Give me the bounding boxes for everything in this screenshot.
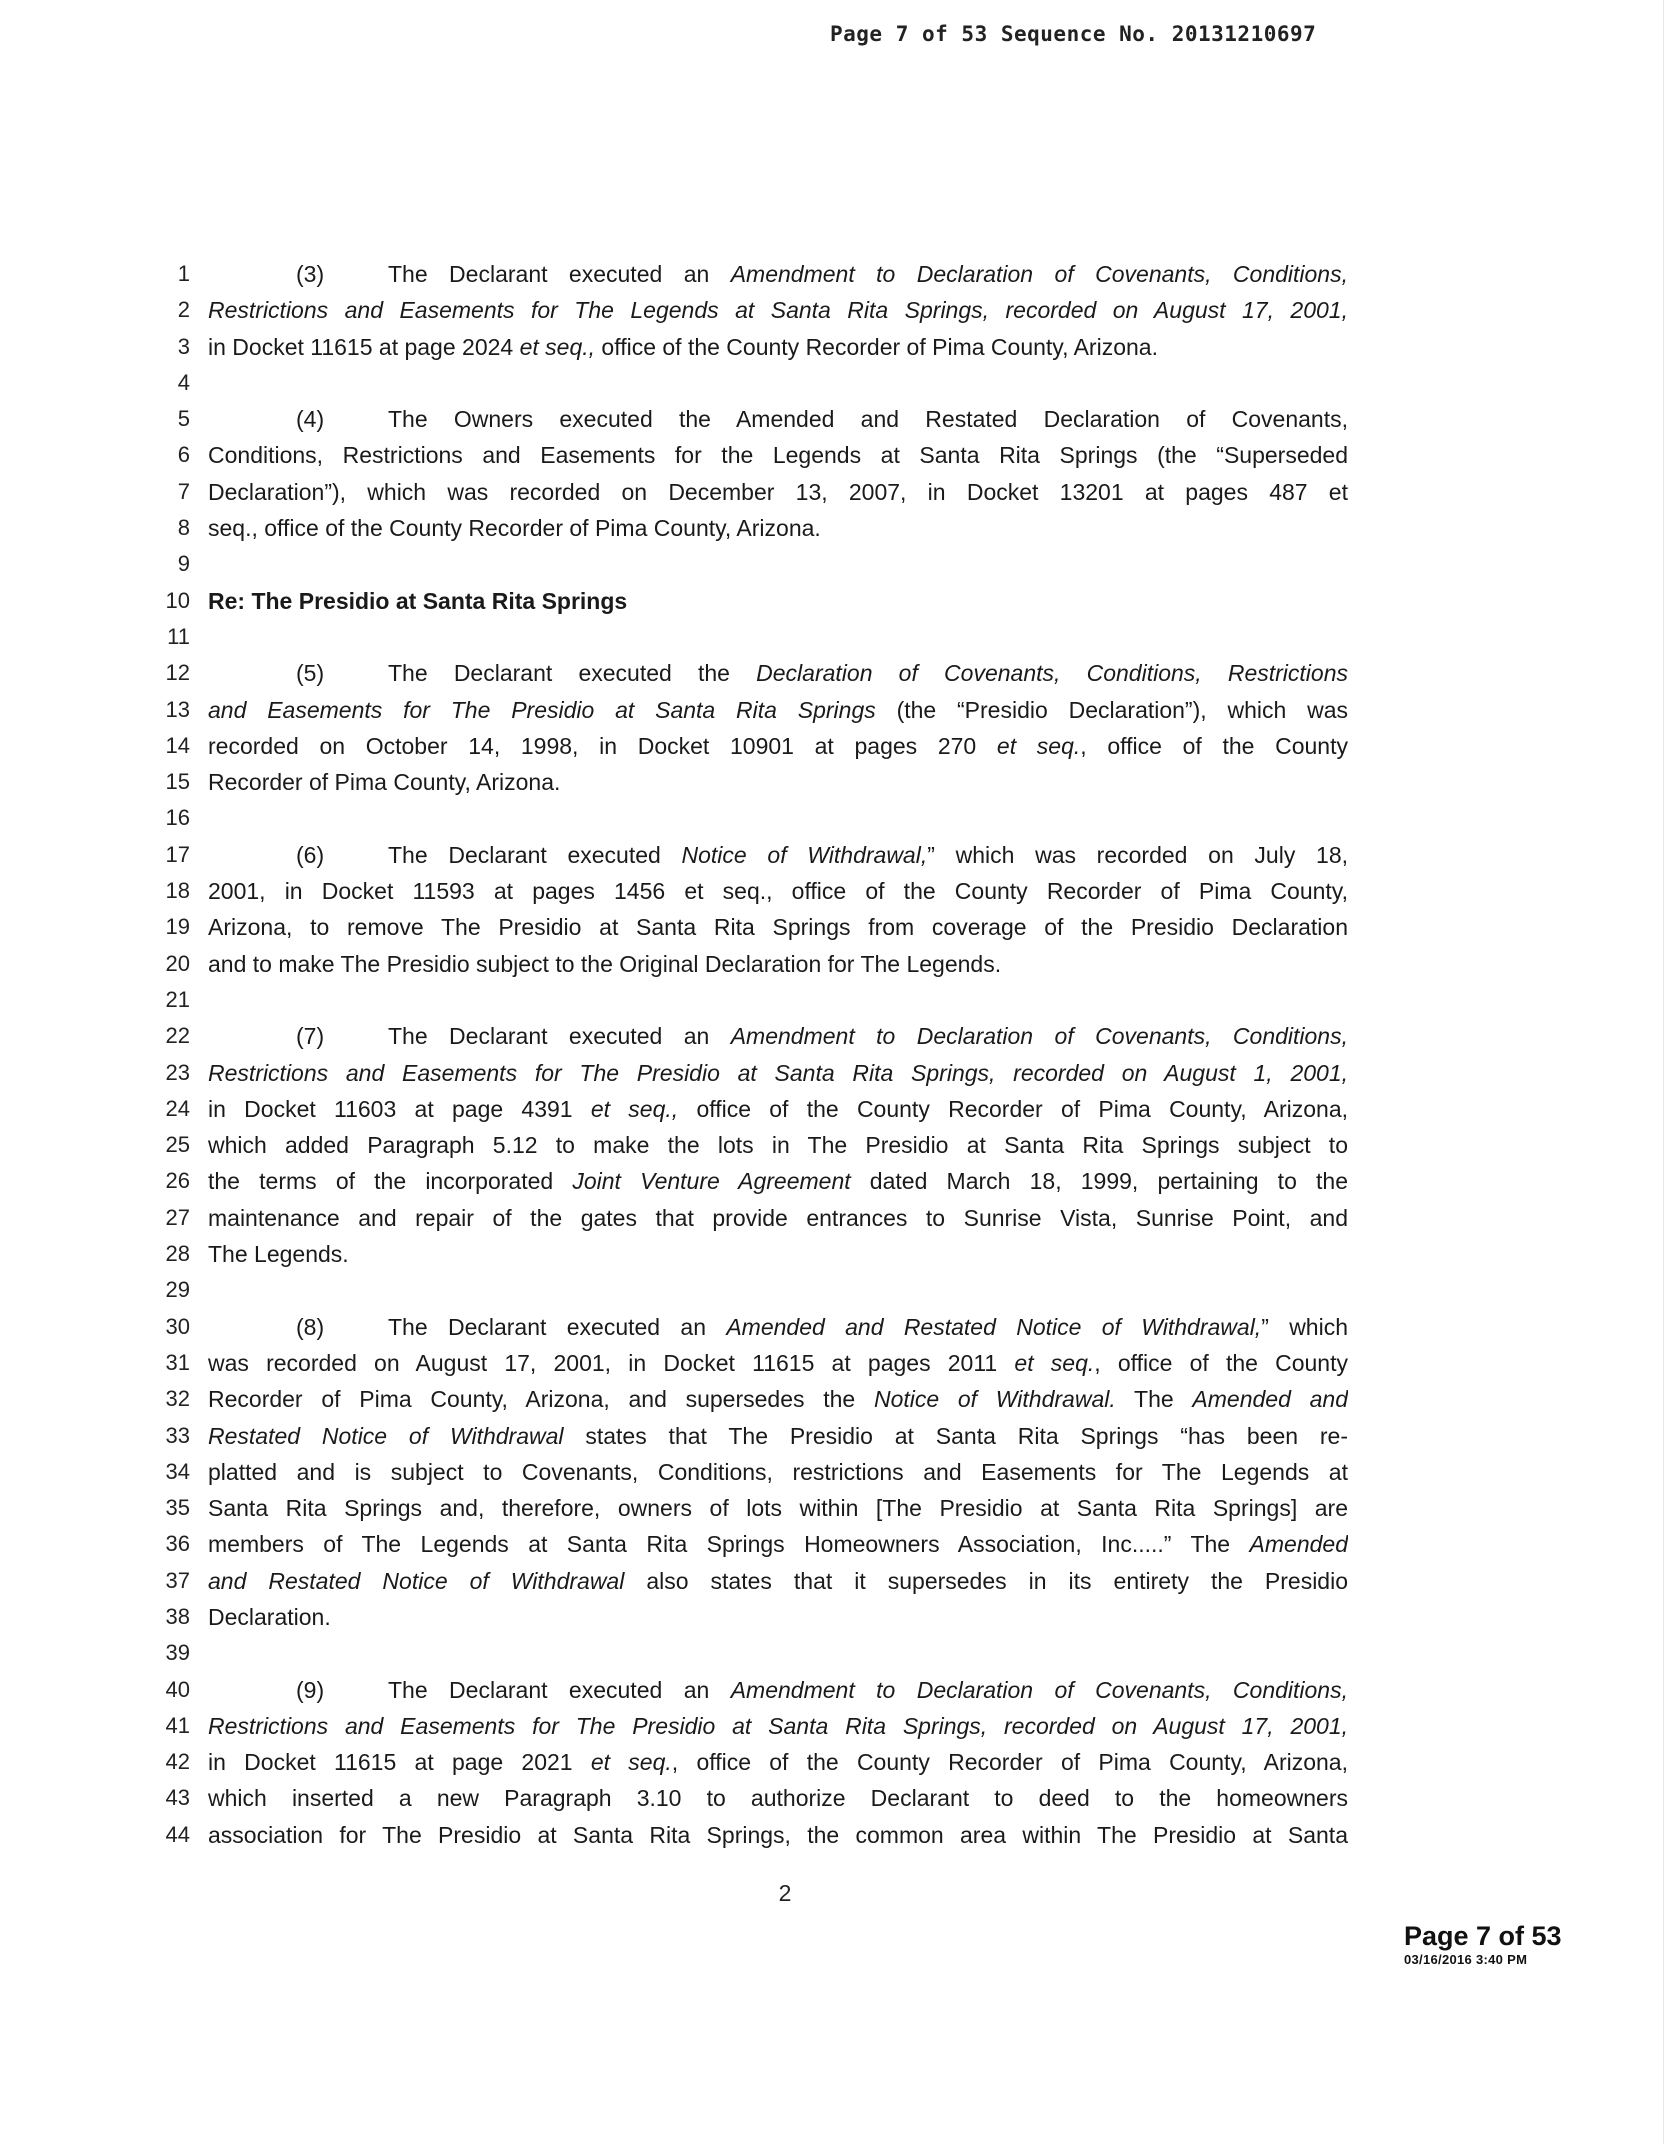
text-run: platted and is subject to Covenants, Conditions, restrictions and Easements for The Legends at: [208, 1458, 1348, 1485]
blank-line: [208, 800, 1348, 836]
line-number: 25: [165, 1132, 190, 1158]
line-number: 16: [165, 805, 190, 831]
line-number: 44: [165, 1821, 190, 1847]
line-number: 34: [165, 1458, 190, 1484]
line-number: 5: [177, 406, 190, 432]
text-run: in Docket 11615 at page 2021: [208, 1749, 591, 1776]
text-run: The Declarant executed the: [388, 660, 757, 687]
paragraph-8-line: [208, 1563, 1348, 1599]
text-run: office of the County Recorder of Pima County, Arizona,: [678, 1095, 1348, 1122]
text-run: The Owners executed the Amended and Restated Declaration of Covenants,: [388, 406, 1348, 433]
italic-text: et seq.,: [519, 333, 596, 360]
text-run: Santa Rita Springs and, therefore, owners of lots within [The Presidio at Santa Rita Springs] are: [208, 1495, 1348, 1522]
text-run: ” which: [1261, 1313, 1348, 1340]
text-run: which inserted a new Paragraph 3.10 to authorize Declarant to deed to the homeowners: [208, 1785, 1348, 1812]
blank-line: [208, 982, 1348, 1018]
paragraph-4-line: [208, 474, 1348, 510]
paragraph-number: (6): [296, 841, 325, 868]
text-run: Recorder of Pima County, Arizona, and supersedes the: [208, 1386, 874, 1413]
text-run: The Legends.: [208, 1241, 349, 1268]
paragraph-5-line: [208, 764, 1348, 800]
line-number: 30: [165, 1313, 190, 1339]
line-number: 21: [165, 986, 190, 1012]
italic-title: Notice of Withdrawal.: [873, 1386, 1116, 1413]
page-header: Page 7 of 53 Sequence No. 20131210697: [830, 22, 1317, 46]
line-number: 8: [177, 515, 190, 541]
paragraph-8-line: [208, 1454, 1348, 1490]
line-number: 43: [165, 1785, 190, 1811]
line-number: 12: [165, 660, 190, 686]
text-run: maintenance and repair of the gates that provide entrances to Sunrise Vista, Sunrise Point, and: [208, 1204, 1348, 1231]
line-number: 17: [165, 841, 190, 867]
text-run: The Declarant executed: [388, 841, 682, 868]
line-number: 26: [165, 1168, 190, 1194]
text-run: Conditions, Restrictions and Easements for the Legends at Santa Rita Springs (the “Superseded: [208, 442, 1348, 469]
blank-line: [208, 546, 1348, 582]
paragraph-9-line: [208, 1672, 1348, 1708]
line-number: 40: [165, 1676, 190, 1702]
paragraph-5-line: [208, 728, 1348, 764]
paragraph-8-line: [208, 1345, 1348, 1381]
line-number: 24: [165, 1095, 190, 1121]
line-number: 37: [165, 1567, 190, 1593]
italic-title: Restrictions and Easements for The Presidio at Santa Rita Springs, recorded on August 1, 2001,: [208, 1059, 1348, 1086]
paragraph-3-line: [208, 256, 1348, 292]
paragraph-7-line: [208, 1200, 1348, 1236]
blank-line: [208, 1272, 1348, 1308]
line-number: 7: [177, 478, 190, 504]
text-run: The: [1115, 1386, 1193, 1413]
paragraph-3-line: [208, 292, 1348, 328]
section-heading: Re: The Presidio at Santa Rita Springs: [208, 587, 628, 614]
line-number: 42: [165, 1749, 190, 1775]
text-run: Recorder of Pima County, Arizona.: [208, 769, 561, 796]
line-number: 13: [165, 696, 190, 722]
italic-title: Amended and: [1192, 1386, 1348, 1413]
text-run: Declaration”), which was recorded on December 13, 2007, in Docket 13201 at pages 487 et: [208, 478, 1348, 505]
italic-text: et seq.: [590, 1749, 672, 1776]
text-run: The Declarant executed an: [388, 1023, 731, 1050]
paragraph-8-line: [208, 1599, 1348, 1635]
line-number: 38: [165, 1603, 190, 1629]
paragraph-5-line: [208, 655, 1348, 691]
paragraph-8-line: [208, 1418, 1348, 1454]
line-number: 35: [165, 1495, 190, 1521]
text-run: which added Paragraph 5.12 to make the lots in The Presidio at Santa Rita Springs subject to: [208, 1132, 1348, 1159]
line-number: 2: [177, 297, 190, 323]
italic-title: Amended and Restated Notice of Withdrawal,: [726, 1313, 1262, 1340]
italic-title: Restrictions and Easements for The Presidio at Santa Rita Springs, recorded on August 17, 2001,: [208, 1712, 1348, 1739]
line-number: 6: [177, 442, 190, 468]
stamp-page-label: Page 7 of 53: [1404, 1921, 1562, 1951]
line-number: 1: [177, 261, 190, 286]
text-run: The Declarant executed an: [388, 1313, 727, 1340]
text-run: the terms of the incorporated: [208, 1168, 573, 1195]
paragraph-4-line: [208, 401, 1348, 437]
line-number: 20: [165, 950, 190, 976]
line-number: 39: [165, 1640, 190, 1666]
text-run: also states that it supersedes in its entirety the Presidio: [624, 1567, 1348, 1594]
paragraph-number: (3): [296, 261, 325, 287]
line-number: 36: [165, 1531, 190, 1557]
line-number: 3: [177, 333, 190, 359]
text-run: ” which was recorded on July 18,: [927, 841, 1348, 868]
text-run: , office of the County Recorder of Pima County, Arizona,: [671, 1749, 1348, 1776]
paragraph-number: (5): [296, 660, 325, 687]
text-run: dated March 18, 1999, pertaining to the: [850, 1168, 1348, 1195]
line-number: 4: [177, 369, 190, 395]
paragraph-7-line: [208, 1055, 1348, 1091]
paragraph-9-line: [208, 1744, 1348, 1780]
page-number: 2: [778, 1880, 792, 1906]
italic-text: et seq.: [996, 732, 1081, 759]
line-number: 28: [165, 1241, 190, 1267]
paragraph-9-line: [208, 1708, 1348, 1744]
italic-title: Restated Notice of Withdrawal: [208, 1422, 564, 1449]
paragraph-7-line: [208, 1127, 1348, 1163]
text-run: Declaration.: [208, 1603, 331, 1630]
line-numbers: [140, 256, 190, 1853]
text-run: members of The Legends at Santa Rita Springs Homeowners Association, Inc.....” The: [208, 1531, 1250, 1558]
text-run: was recorded on August 17, 2001, in Docket 11615 at pages 2011: [208, 1349, 1015, 1376]
text-run: seq., office of the County Recorder of Pima County, Arizona.: [208, 515, 821, 542]
line-number: 9: [177, 551, 190, 577]
paragraph-8-line: [208, 1490, 1348, 1526]
line-number: 11: [167, 623, 190, 649]
text-run: 2001, in Docket 11593 at pages 1456 et seq., office of the County Recorder of Pima County,: [208, 878, 1348, 905]
text-run: in Docket 11615 at page 2024: [208, 333, 520, 360]
paragraph-4-line: [208, 437, 1348, 473]
italic-title: and Restated Notice of Withdrawal: [208, 1567, 625, 1594]
paragraph-7-line: [208, 1163, 1348, 1199]
text-run: recorded on October 14, 1998, in Docket 10901 at pages 270: [208, 732, 997, 759]
line-number: 19: [165, 914, 190, 940]
paragraph-6-line: [208, 946, 1348, 982]
document-body: [208, 256, 1348, 1853]
line-number: 22: [165, 1023, 190, 1049]
paragraph-5-line: [208, 692, 1348, 728]
paragraph-number: (8): [296, 1313, 325, 1340]
paragraph-7-line: [208, 1091, 1348, 1127]
paragraph-7-line: [208, 1018, 1348, 1054]
line-number: 18: [165, 878, 190, 904]
italic-title: Amendment to Declaration of Covenants, Conditions,: [730, 261, 1348, 287]
paragraph-6-line: [208, 873, 1348, 909]
italic-title: Amended: [1249, 1531, 1348, 1558]
paragraph-7-line: [208, 1236, 1348, 1272]
text-run: , office of the County: [1094, 1349, 1348, 1376]
italic-title: Amendment to Declaration of Covenants, Conditions,: [730, 1023, 1348, 1050]
line-number: 33: [165, 1422, 190, 1448]
paragraph-8-line: [208, 1381, 1348, 1417]
text-run: The Declarant executed an: [388, 261, 731, 287]
paragraph-number: (7): [296, 1023, 325, 1050]
line-number: 32: [165, 1386, 190, 1412]
line-number: 10: [165, 587, 190, 613]
text-run: The Declarant executed an: [388, 1676, 731, 1703]
italic-title: and Easements for The Presidio at Santa Rita Springs: [208, 696, 876, 723]
italic-title: Amendment to Declaration of Covenants, Conditions,: [730, 1676, 1348, 1703]
paragraph-3-line: [208, 329, 1348, 365]
text-run: office of the County Recorder of Pima County, Arizona.: [595, 333, 1158, 360]
paragraph-8-line: [208, 1309, 1348, 1345]
line-number: 14: [165, 732, 190, 758]
paragraph-9-line: [208, 1817, 1348, 1853]
paragraph-number: (4): [296, 406, 325, 433]
blank-line: [208, 365, 1348, 401]
paragraph-8-line: [208, 1526, 1348, 1562]
text-run: (the “Presidio Declaration”), which was: [875, 696, 1348, 723]
blank-line: [208, 619, 1348, 655]
italic-title: Joint Venture Agreement: [572, 1168, 851, 1195]
line-number: 23: [165, 1059, 190, 1085]
line-number: 31: [165, 1349, 190, 1375]
italic-text: et seq.,: [590, 1095, 679, 1122]
text-run: , office of the County: [1080, 732, 1348, 759]
recording-stamp: [1404, 1920, 1584, 1968]
paragraph-6-line: [208, 909, 1348, 945]
italic-title: Restrictions and Easements for The Legends at Santa Rita Springs, recorded on August 17, 2001,: [208, 297, 1348, 324]
line-number: 27: [165, 1204, 190, 1230]
paragraph-6-line: [208, 837, 1348, 873]
paragraph-4-line: [208, 510, 1348, 546]
line-number: 15: [165, 769, 190, 795]
blank-line: [208, 1635, 1348, 1671]
italic-title: Notice of Withdrawal,: [681, 841, 928, 868]
line-number: 29: [165, 1277, 190, 1303]
italic-title: Declaration of Covenants, Conditions, Restrictions: [756, 660, 1348, 687]
line-number: 41: [165, 1712, 190, 1738]
paragraph-number: (9): [296, 1676, 325, 1703]
text-run: association for The Presidio at Santa Rita Springs, the common area within The Presidio at Santa: [208, 1821, 1348, 1848]
text-run: and to make The Presidio subject to the Original Declaration for The Legends.: [208, 950, 1002, 977]
text-run: states that The Presidio at Santa Rita Springs “has been re-: [563, 1422, 1348, 1449]
italic-text: et seq.: [1014, 1349, 1095, 1376]
text-run: Arizona, to remove The Presidio at Santa Rita Springs from coverage of the Presidio Declaration: [208, 914, 1348, 941]
text-run: in Docket 11603 at page 4391: [208, 1095, 591, 1122]
paragraph-9-line: [208, 1780, 1348, 1816]
stamp-date: 03/16/2016 3:40 PM: [1404, 1952, 1528, 1967]
